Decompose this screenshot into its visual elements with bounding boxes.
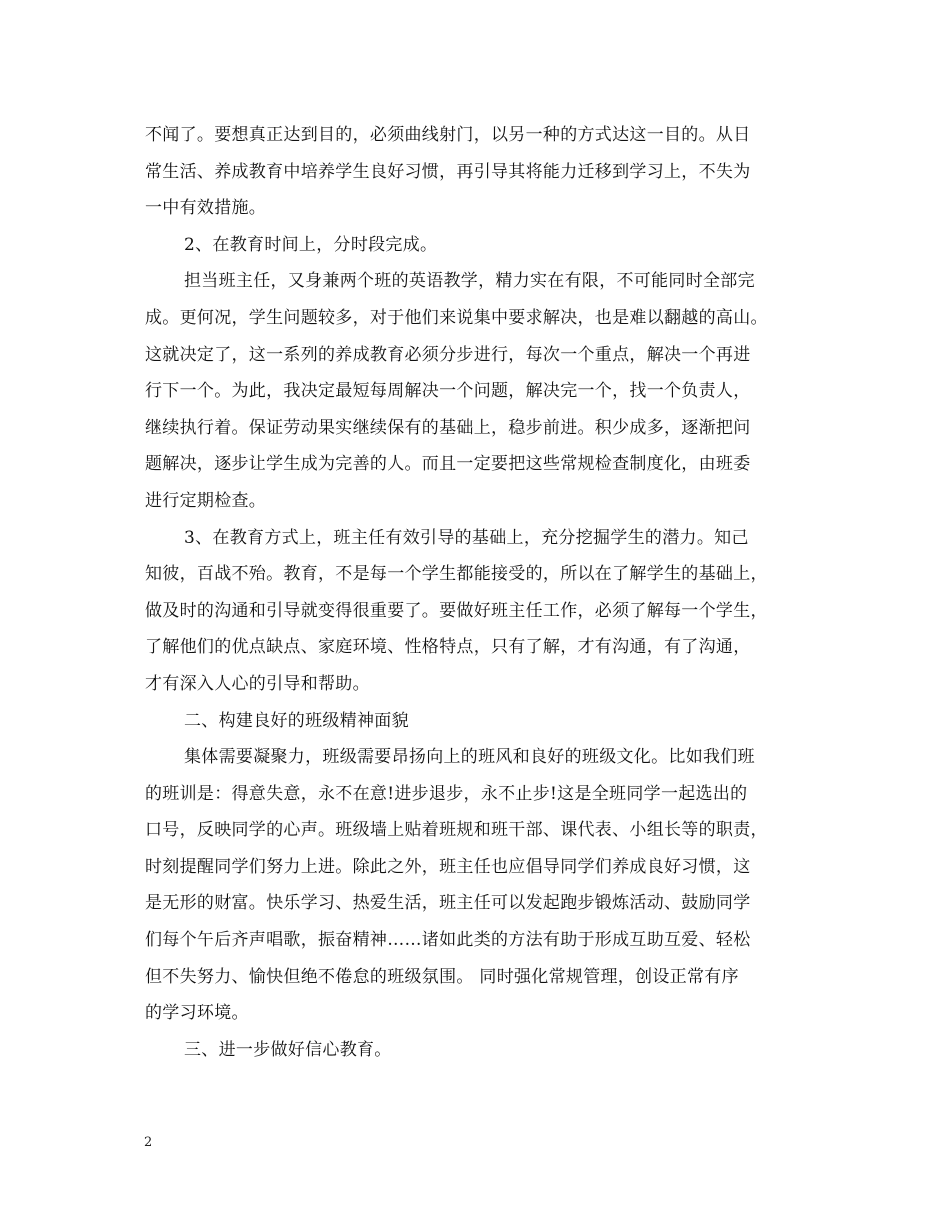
text-line: 担当班主任，又身兼两个班的英语教学，精力实在有限，不可能同时全部完 [184, 271, 755, 292]
text-line: 知彼，百战不殆。教育，不是每一个学生都能接受的，所以在了解学生的基础上， [145, 564, 768, 585]
text-line: 是无形的财富。快乐学习、热爱生活，班主任可以发起跑步锻炼活动、鼓励同学 [145, 893, 751, 914]
text-line: 一中有效措施。 [145, 198, 267, 219]
text-line: 成。更何况，学生问题较多，对于他们来说集中要求解决，也是难以翻越的高山。 [145, 307, 768, 328]
text-line: 做及时的沟通和引导就变得很重要了。要做好班主任工作，必须了解每一个学生， [145, 600, 768, 621]
text-line: 的学习环境。 [145, 1003, 249, 1024]
page-number: 2 [144, 1135, 153, 1150]
text-line: 2、在教育时间上，分时段完成。 [184, 234, 438, 255]
text-line: 集体需要凝聚力，班级需要昂扬向上的班风和良好的班级文化。比如我们班 [184, 747, 755, 768]
text-line: 这就决定了，这一系列的养成教育必须分步进行，每次一个重点，解决一个再进 [145, 344, 751, 365]
text-line: 时刻提醒同学们努力上进。除此之外，班主任也应倡导同学们养成良好习惯，这 [145, 856, 751, 877]
text-line: 了解他们的优点缺点、家庭环境、性格特点，只有了解，才有沟通，有了沟通， [145, 637, 751, 658]
text-line: 继续执行着。保证劳动果实继续保有的基础上，稳步前进。积少成多，逐渐把问 [145, 417, 751, 438]
text-line: 但不失努力、愉快但绝不倦怠的班级氛围。 同时强化常规管理，创设正常有序 [145, 966, 739, 987]
text-line: 二、构建良好的班级精神面貌 [184, 710, 409, 731]
text-line: 才有深入人心的引导和帮助。 [145, 673, 370, 694]
text-line: 常生活、养成教育中培养学生良好习惯，再引导其将能力迁移到学习上，不失为 [145, 161, 751, 182]
text-line: 的班训是：得意失意，永不在意!进步退步，永不止步!这是全班同学一起选出的 [145, 783, 748, 804]
text-line: 3、在教育方式上，班主任有效引导的基础上，充分挖掘学生的潜力。知己 [184, 527, 749, 548]
text-line: 们每个午后齐声唱歌，振奋精神……诸如此类的方法有助于形成互助互爱、轻松 [145, 930, 751, 951]
text-line: 题解决，逐步让学生成为完善的人。而且一定要把这些常规检查制度化，由班委 [145, 454, 751, 475]
text-line: 进行定期检查。 [145, 490, 267, 511]
body-text [145, 117, 825, 1068]
text-line: 三、进一步做好信心教育。 [184, 1039, 392, 1060]
text-line: 行下一个。为此，我决定最短每周解决一个问题，解决完一个，找一个负责人， [145, 381, 751, 402]
text-line: 口号，反映同学的心声。班级墙上贴着班规和班干部、课代表、小组长等的职责， [145, 820, 768, 841]
text-line: 不闻了。要想真正达到目的，必须曲线射门，以另一种的方式达这一目的。从日 [145, 125, 751, 145]
